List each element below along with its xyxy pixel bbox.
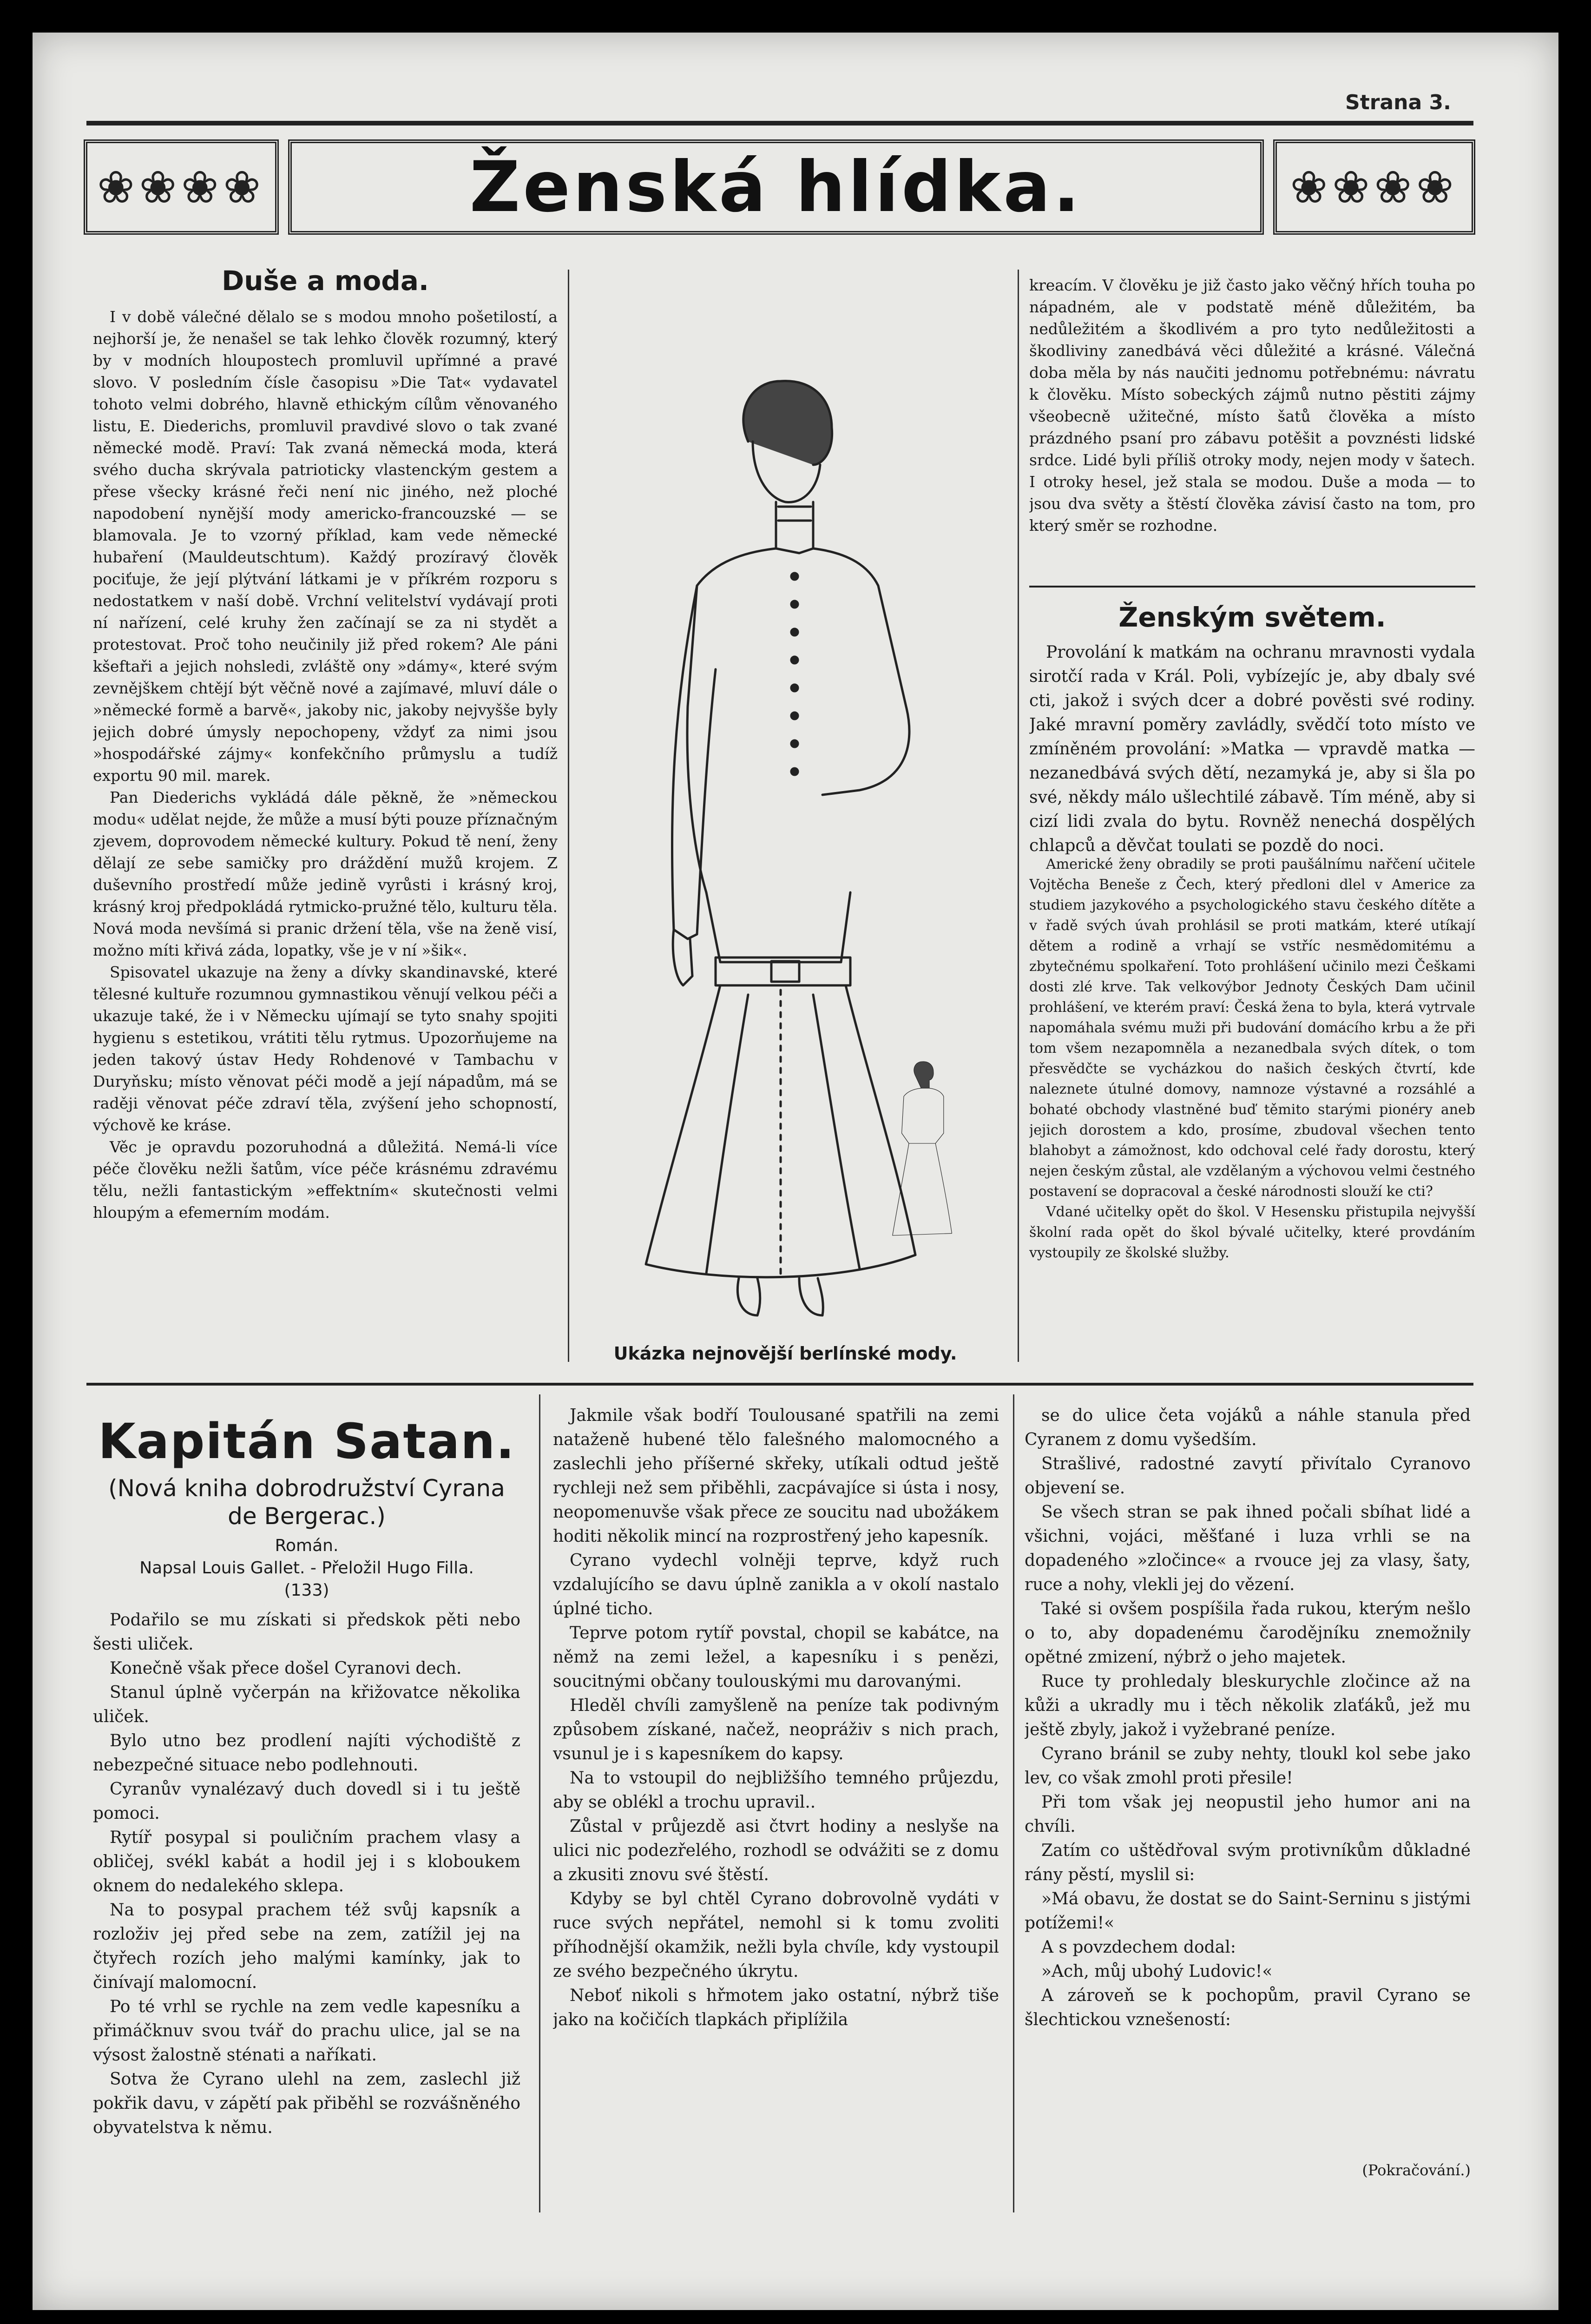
banner-title-box <box>288 139 1264 235</box>
paragraph: Zatím co uštědřoval svým protivníkům důkladné rány pěstí, myslil si: <box>1025 1841 1471 1884</box>
paragraph: Podařilo se mu získati si předskok pěti nebo šesti uliček. <box>93 1611 520 1654</box>
paragraph: Zůstal v průjezdě asi čtvrt hodiny a neslyše na ulici nic podezřelého, rozhodl se odvážiti se z domu a zkusiti znovu své štěstí. <box>553 1817 999 1884</box>
paragraph: Provolání k matkám na ochranu mravnosti vydala sirotčí rada v Král. Poli, vybízejíc je, aby dbaly své cti, jakož i svých dcer a dobré pověsti své rodiny. Jaké mravní poměry zavládly, svědčí toto místo ve zmíněném provolání: »Matka — vpravdě matka — nezanedbává svých dětí, nezamyká je, aby si šla po své, někdy málo ušlechtilé zábavě. Tím méně, aby si cizí lidi zvala do bytu. Rovněž nenechá dospělých chlapců a děvčat toulati se pozdě do noci. <box>1029 643 1475 854</box>
column-divider <box>568 270 569 1362</box>
right-column <box>1029 274 1475 1319</box>
horizontal-rule <box>86 1383 1473 1386</box>
continued-note: (Pokračování.) <box>1362 2161 1471 2179</box>
page-number: Strana 3. <box>1345 91 1451 114</box>
serial-column-3 <box>1025 1404 1471 2147</box>
paragraph: Americké ženy obradily se proti paušálnímu nařčení učitele Vojtěcha Beneše z Čech, který předloni dlel v Americe za studiem jazykového a psychologického stavu českého dítěte a v řadě svých úvah prohlásil se proti matkám, které utíkají dětem a rodině a vrhají se vstříc nesmědomitému a zbytečnému spolkaření. Toto prohlášení učinilo mezi Češkami dosti zlé krve. Tak velkovýbor Jednoty Českých Dam učinil prohlášení, ve kterém praví: Česká žena to byla, která vytrvale napomáhala svému muži při budování domácího krbu a že při tom všem nezapomněla a nezanedbala svých dítek, o tom přesvědčte se vycházkou do našich českých čtvrtí, kde naleznete útulné domovy, namnoze výstavné a rozsáhlé a bohaté obchody vlastněné buď těmito starými pionéry aneb jejich dorostem a kdo, prosíme, zbudoval všechen tento blahobyt a zámožnost, kdo odchoval celé řady dorostu, který nejen českým zůstal, ale vzdělaným a výchovou velmi čestného postavení se dopracoval a české národnosti slouží ke cti? <box>1029 856 1475 1200</box>
serial-column-1 <box>93 1608 520 2231</box>
article-duse-a-moda <box>93 265 558 1389</box>
banner-ornament-right <box>1273 139 1475 235</box>
paragraph: Po té vrhl se rychle na zem vedle kapesníku a přimáčknuv svou tvář do prachu ulice, jal se na výsost žalostně sténati a naříkati. <box>93 1997 520 2065</box>
paragraph: »Má obavu, že dostat se do Saint-Serninu s jistými potížemi!« <box>1025 1889 1471 1933</box>
paragraph: Rytíř posypal si pouličním prachem vlasy a obličej, svékl kabát a hodil jej i s kloboukem oknem do nedalekého sklepa. <box>93 1828 520 1895</box>
paragraph: Věc je opravdu pozoruhodná a důležitá. Nemá-li více péče člověku nežli šatům, více péče krásnému zdravému tělu, nežli fantastickým »effektním« skutečnosti velmi hloupým a efemerním modám. <box>93 1138 558 1221</box>
paragraph: Kdyby se byl chtěl Cyrano dobrovolně vydáti v ruce svých nepřátel, nemohl si k tomu zvoliti příhodnější okamžik, nežli byla chvíle, kdy vystoupil ze svého bezpečného úkrytu. <box>553 1889 999 1981</box>
article-body <box>93 306 558 1389</box>
serial-column-2 <box>553 1404 999 2208</box>
fashion-illustration <box>581 288 953 1325</box>
serial-kapitan-satan <box>93 1413 520 2231</box>
paragraph: Hleděl chvíli zamyšleně na peníze tak podivným způsobem získané, načež, neopráživ s nich prach, vsunul je i s kapesníkem do kapsy. <box>553 1696 999 1763</box>
paragraph: Neboť nikoli s hřmotem jako ostatní, nýbrž tiše jako na kočičích tlapkách připlížila <box>553 1986 999 2029</box>
paragraph: A zároveň se k pochopům, pravil Cyrano se šlechtickou vznešeností: <box>1025 1986 1471 2029</box>
serial-column-3-wrap <box>1025 1404 1471 2179</box>
paragraph: kreacím. V člověku je již často jako věčný hřích touha po nápadném, ale v podstatě méně důležitém, ba nedůležitém a škodlivém a pro tyto nedůležitosti a škodliviny zanedbává věci důležité a krásné. Válečná doba měla by nás naučiti jednomu potřebnému: návratu k člověku. Místo sobeckých zájmů nutno pěstiti zájmy všeobecně užitečné, místo šatů člověka a místo prázdného psaní pro zábavu potěšit a povznésti lidské srdce. Lidé byli příliš otroky mody, nejen mody v šatech. I otroky hesel, jež stala se modou. Duše a moda — to jsou dva světy a štěstí člověka závisí často na tom, pro který směr se rozhodne. <box>1029 276 1475 535</box>
section-title: Ženská hlídka. <box>469 146 1083 228</box>
figure-caption: Ukázka nejnovější berlínské mody. <box>613 1343 957 1364</box>
paragraph: Konečně však přece došel Cyranovi dech. <box>110 1659 462 1678</box>
top-rule <box>86 121 1473 125</box>
article-title: Duše a moda. <box>222 265 429 297</box>
serial-episode: (133) <box>284 1581 329 1600</box>
paragraph: Stanul úplně vyčerpán na křižovatce několika uliček. <box>93 1683 520 1726</box>
paragraph: Vdané učitelky opět do škol. V Hesensku přistupila nejvyšší školní rada opět do škol bývalé učitelky, které provdáním vystoupily ze školské služby. <box>1029 1204 1475 1261</box>
paragraph: Při tom však jej neopustil jeho humor ani na chvíli. <box>1025 1793 1471 1836</box>
serial-genre: Román. <box>275 1536 339 1555</box>
paragraph: Bylo utno bez prodlení najíti východiště z nebezpečné situace nebo podlehnouti. <box>93 1731 520 1775</box>
paragraph: se do ulice četa vojáků a náhle stanula před Cyranem z domu vyšedším. <box>1025 1406 1471 1449</box>
paragraph: Strašlivé, radostné zavytí přivítalo Cyranovo objevení se. <box>1025 1454 1471 1498</box>
banner-ornament-left <box>84 139 279 235</box>
section-divider <box>1029 586 1475 588</box>
paragraph: Ruce ty prohledaly bleskurychle zločince až na kůži a ukradly mu i těch několik zlaťáků, jež mu ještě zbyly, jakož i vyžebrané peníze. <box>1025 1672 1471 1739</box>
column-divider <box>539 1394 540 2212</box>
paragraph: Také si ovšem pospíšila řada rukou, kterým nešlo o to, aby dopadenému čarodějníku znemožnily opětné zmizení, nýbrž o jeho majetek. <box>1025 1599 1471 1667</box>
paragraph: Sotva že Cyrano ulehl na zem, zaslechl již pokřik davu, v zápětí pak přiběhl se rozvášněného obyvatelstva k němu. <box>93 2070 520 2137</box>
column-divider <box>1018 270 1019 1362</box>
serial-author: Napsal Louis Gallet. - Přeložil Hugo Filla. <box>139 1558 474 1578</box>
article-body <box>1029 854 1475 1319</box>
paragraph: Teprve potom rytíř povstal, chopil se kabátce, na němž na zemi ležel, a kapesníku i s penězi, soucitnými občany toulouskými mu darovanými. <box>553 1624 999 1691</box>
article-body <box>1029 640 1475 854</box>
flower-ornament-icon: ❀❀❀❀ <box>1290 161 1459 213</box>
paragraph: I v době válečné dělalo se s modou mnoho pošetilostí, a nejhorší je, že nenašel se tak lehko člověk rozumný, který by v modních hloupostech promluvil upřímné a pravé slovo. V posledním čísle časopisu »Die Tat« vydavatel tohoto velmi dobrého, hlavně ethickým cílům věnovaného listu, E. Diederichs, promluvil pravdivé slovo o tak zvané německé modě. Praví: Tak zvaná německá moda, která svého ducha skrývala patrioticky vlastenckým gestem a přese všecky krásné řeči není nic jiného, než ploché napodobení nynější mody americko-francouzské — se blamovala. Je to vzorný příklad, kam vede německé hubaření (Mauldeutschtum). Každý prozíravý člověk pociťuje, že její plýtvání látkami je v příkrém rozporu s nedostatkem v naší době. Vrchní velitelství vydávají proti ní nařízení, celé kruhy žen začínají se za ni stydět a protestovat. Proč toho neučinily již před rokem? Ale páni kšeftaři a jejich nohsledi, zvláště ony »dámy«, které svým zevnějškem chtějí být věčně nové a zajímavé, mluví dále o »německé formě a barvě«, jakoby nic, jakoby nejvyšše byly jejich dobré úmysly nepochopeny, vždyť za nimi jsou »hospodářské zájmy« konfekčního průmyslu a tudíž exportu 90 mil. marek. <box>93 308 558 785</box>
paragraph: Na to posypal prachem též svůj kapsník a rozloživ jej před sebe na zem, zatížil jej na čtyřech rozích jeho malými kamínky, jak to činívají malomocní. <box>93 1901 520 1992</box>
section-banner <box>84 139 1475 235</box>
paragraph: Se všech stran se pak ihned počali sbíhat lidé a všichni, vojáci, měšťané i luza vrhli se na dopadeného »zločince« a rvouce jej za vlasy, šaty, ruce a nohy, vlekli jej do vězení. <box>1025 1503 1471 1594</box>
serial-title: Kapitán Satan. <box>98 1413 515 1470</box>
paragraph: Na to vstoupil do nejbližšího temného průjezdu, aby se oblékl a trochu upravil.. <box>553 1769 999 1812</box>
paragraph: A s povzdechem dodal: <box>1041 1938 1236 1957</box>
paragraph: Cyrano bránil se zuby nehty, tloukl kol sebe jako lev, co však zmohl proti přesile! <box>1025 1744 1471 1788</box>
flower-ornament-icon: ❀❀❀❀ <box>97 161 265 213</box>
article-duse-continued <box>1029 274 1475 576</box>
serial-subtitle: (Nová kniha dobrodružství Cyrana de Bergerac.) <box>108 1475 505 1530</box>
paragraph: Jakmile však bodří Toulousané spatřili na zemi nataženě hubené tělo falešného malomocného a zaslechli jeho příšerné skřeky, utíkali odtud ještě rychleji než sem přiběhli, zacpávajíce si ústa i nosy, neopomenuvše však přece ze soucitu nad ubožákem hoditi několik mincí na rozprostřený jeho kapesník. <box>553 1406 999 1546</box>
paragraph: Spisovatel ukazuje na ženy a dívky skandinavské, které tělesné kultuře rozumnou gymnastikou věnují velkou péči a ukazuje také, že i v Německu ujímají se tyto snahy spojiti hygienu s estetikou, vrátiti tělu rytmus. Upozorňujeme na jeden takový ústav Hedy Rohdenové v Tambachu v Duryňsku; místo věnovat péči modě a její nápadům, má se raději věnovat péče zdraví těla, zvýšení jeho schopností, výchově ke kráse. <box>93 963 558 1134</box>
article-title: Ženským světem. <box>1118 601 1386 633</box>
paragraph: »Ach, můj ubohý Ludovic!« <box>1041 1962 1273 1981</box>
paragraph: Cyrano vydechl volněji teprve, když ruch vzdalujícího se davu úplně zanikla a v okolí nastalo úplné ticho. <box>553 1551 999 1618</box>
column-divider <box>1013 1394 1014 2212</box>
paragraph: Pan Diederichs vykládá dále pěkně, že »německou modu« udělat nejde, že může a musí býti pouze příznačným zjevem, doprovodem německé kultury. Pokud tě není, ženy dělají ze sebe samičky pro dráždění mužů krojem. Z duševního prostředí může jedině vyrůsti i krásný kroj, krásný kroj předpokládá rytmicko-pružné tělo, kulturu těla. Nová moda nevšímá si pranic držení těla, vše na ženě visí, možno míti křivá záda, lopatky, vše je v ní »šik«. <box>93 788 558 959</box>
paragraph: Cyranův vynalézavý duch dovedl si i tu ještě pomoci. <box>93 1780 520 1823</box>
